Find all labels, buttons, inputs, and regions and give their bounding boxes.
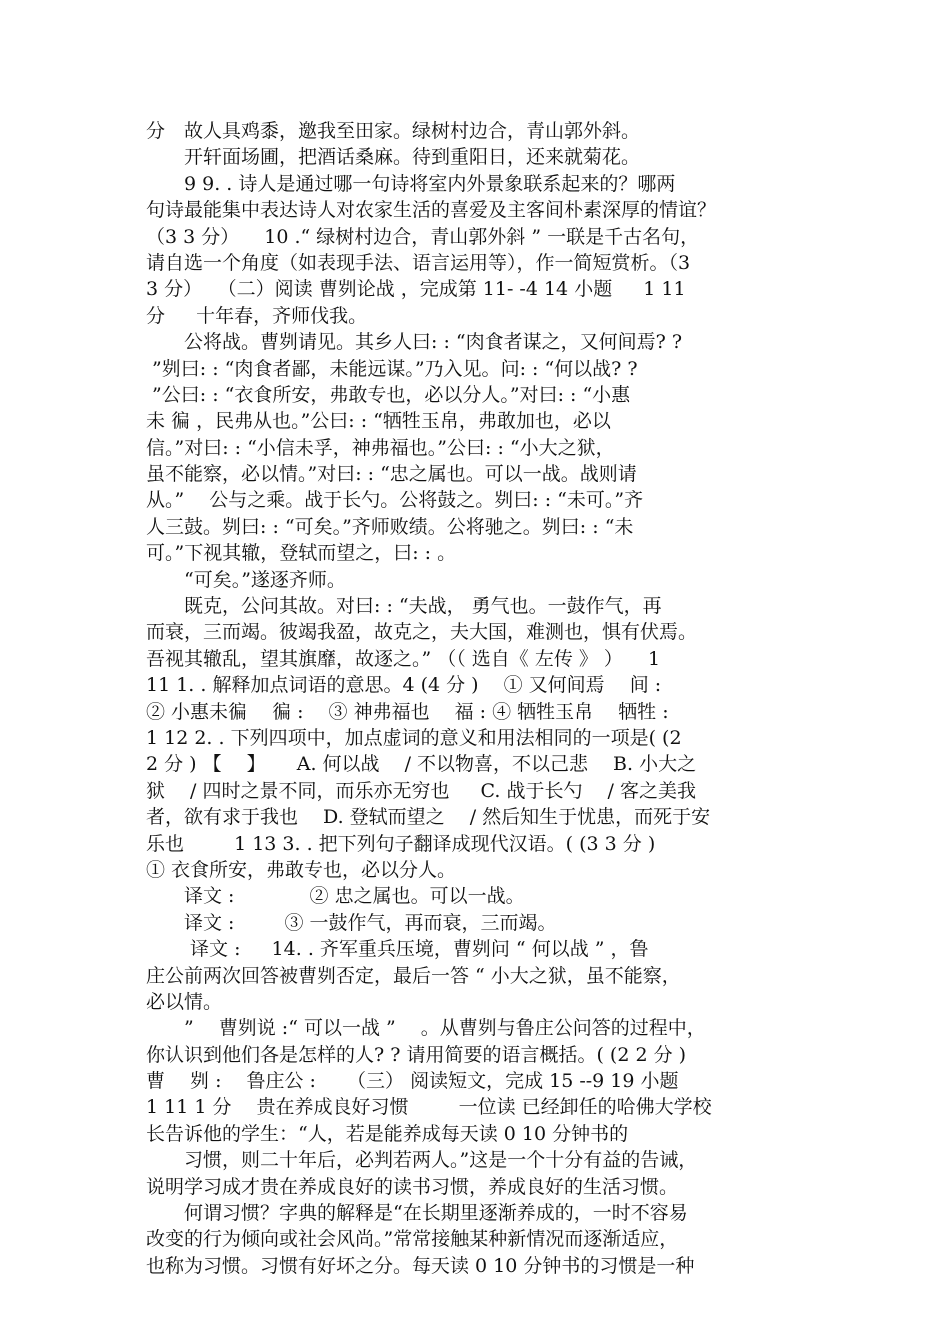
text-line: 9 9. . 诗人是通过哪一句诗将室内外景象联系起来的？哪两 [146, 172, 676, 195]
text-line: 长告诉他的学生：“人，若是能养成每天读 0 10 分钟书的 [146, 1122, 629, 1145]
text-line: 1 11 1 分 贵在养成良好习惯 一位读 已经卸任的哈佛大学校 [146, 1096, 712, 1119]
text-line: 公将战。曹刿请见。其乡人曰: : “肉食者谋之，又何间焉? ? [146, 331, 683, 354]
text-line: 狱 / 四时之景不同，而乐亦无穷也 C. 战于长勺 / 客之美我 [146, 779, 696, 802]
text-line: 习惯，则二十年后，必判若两人。”这是一个十分有益的告诫， [146, 1149, 698, 1172]
text-line: ② 小惠未徧 徧 : ③ 神弗福也 福 : ④ 牺牲玉帛 牺牲 : [146, 700, 669, 723]
text-line: “可矣。”遂逐齐师。 [146, 568, 346, 591]
text-line: 何谓习惯？字典的解释是“在长期里逐渐养成的，一时不容易 [146, 1202, 688, 1225]
text-line: ”公曰: : “衣食所安，弗敢专也，必以分人。”对曰: : “小惠 [146, 383, 631, 406]
text-line: 也称为习惯。习惯有好坏之分。每天读 0 10 分钟书的习惯是一种 [146, 1254, 695, 1277]
text-line: ”刿曰: : “肉食者鄙，未能远谋。”乃入见。问: : “何以战? ? [146, 357, 638, 380]
text-line: 乐也 1 13 3. . 把下列句子翻译成现代汉语。( (3 3 分 ) [146, 832, 656, 855]
text-line: 人三鼓。刿曰: : “可矣。”齐师败绩。公将驰之。刿曰: : “未 [146, 515, 634, 538]
text-line: 分 十年春，齐师伐我。 [146, 304, 368, 327]
text-line: 既克，公问其故。对曰: : “夫战， 勇气也。一鼓作气，再 [146, 595, 662, 618]
text-line: 译文 : ③ 一鼓作气，再而衰，三而竭。 [146, 911, 557, 934]
text-line: 说明学习成才贵在养成良好的读书习惯，养成良好的生活习惯。 [146, 1175, 679, 1198]
text-line: 必以情。 [146, 990, 223, 1013]
text-line: 你认识到他们各是怎样的人? ? 请用简要的语言概括。( (2 2 分 ) [146, 1043, 687, 1066]
text-line: 译文 : ② 忠之属也。可以一战。 [146, 885, 525, 908]
text-line: 虽不能察，必以情。”对曰: : “忠之属也。可以一战。战则请 [146, 463, 637, 486]
text-line: 从。” 公与之乘。战于长勺。公将鼓之。刿曰: : “未可。”齐 [146, 489, 644, 512]
text-line: ① 衣食所安，弗敢专也，必以分人。 [146, 858, 457, 881]
text-line: 开轩面场圃，把酒话桑麻。待到重阳日，还来就菊花。 [146, 146, 641, 169]
text-line: 译文 : 14. . 齐军重兵压境，曹刿问 “ 何以战 ” ，鲁 [146, 938, 649, 961]
text-line: （3 3 分） 10 .“ 绿树村边合，青山郭外斜 ” 一联是千古名句， [146, 225, 700, 248]
document-body [146, 118, 806, 1279]
text-line: 11 1. . 解释加点词语的意思。4 (4 分 ) ① 又何间焉 间 : [146, 674, 662, 697]
text-line: 信。”对曰: : “小信未孚，神弗福也。”公曰: : “小大之狱， [146, 436, 615, 459]
text-line: 庄公前两次回答被曹刿否定，最后一答 “ 小大之狱，虽不能察， [146, 964, 681, 987]
text-line: 2 分 ) 【 】 A. 何以战 / 不以物喜，不以己悲 B. 小大之 [146, 753, 697, 776]
text-line: 者，欲有求于我也 D. 登轼而望之 / 然后知生于忧患，而死于安 [146, 806, 711, 829]
text-line: 可。”下视其辙，登轼而望之，曰: : 。 [146, 542, 457, 565]
text-line: 请自选一个角度（如表现手法、语言运用等），作一简短赏析。（3 [146, 251, 691, 274]
text-line: ” 曹刿说 :“ 可以一战 ” 。从曹刿与鲁庄公问答的过程中， [146, 1017, 706, 1040]
text-line: 分 故人具鸡黍，邀我至田家。绿树村边合，青山郭外斜。 [146, 120, 641, 142]
text-line: 曹 刿 : 鲁庄公 : （三） 阅读短文，完成 15 --9 19 小题 [146, 1070, 679, 1093]
text-line: 改变的行为倾向或社会风尚。”常常接触某种新情况而逐渐适应， [146, 1228, 679, 1251]
text-line: 3 分） （二）阅读 曹刿论战 ，完成第 11- -4 14 小题 1 11 [146, 278, 686, 301]
text-line: 未 徧 ，民弗从也。”公曰: : “牺牲玉帛，弗敢加也，必以 [146, 410, 611, 433]
text-line: 而衰，三而竭。彼竭我盈，故克之，夫大国，难测也，惧有伏焉。 [146, 621, 698, 644]
text-line: 1 12 2. . 下列四项中，加点虚词的意义和用法相同的一项是( (2 [146, 726, 682, 749]
text-line: 吾视其辙乱，望其旗靡，故逐之。” （（ 选自《 左传 》 ） 1 [146, 647, 661, 670]
text-line: 句诗最能集中表达诗人对农家生活的喜爱及主客间朴素深厚的情谊？ [146, 199, 717, 222]
